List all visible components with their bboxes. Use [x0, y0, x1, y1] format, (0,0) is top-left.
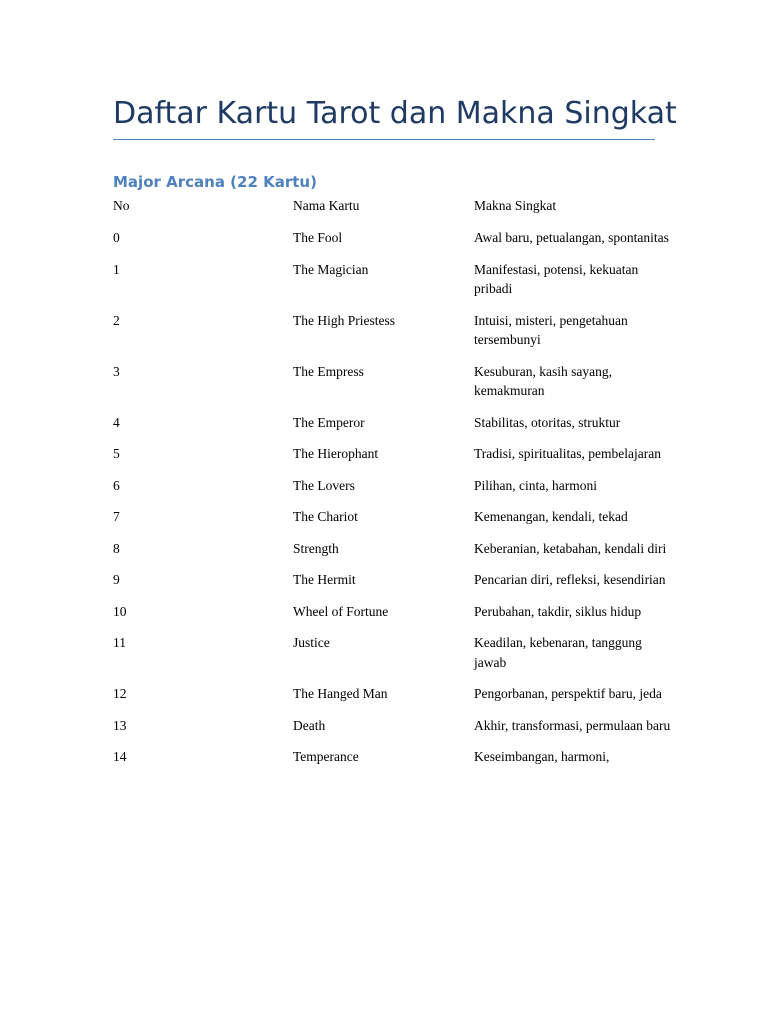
card-name: The Hermit	[293, 572, 356, 587]
card-meaning: Pilihan, cinta, harmoni	[474, 477, 597, 493]
card-meaning: Stabilitas, otoritas, struktur	[474, 414, 621, 430]
card-meaning: Perubahan, takdir, siklus hidup	[474, 603, 642, 619]
card-meaning: Keadilan, kebenaran, tanggung jawab	[474, 635, 642, 670]
section-heading-major-arcana: Major Arcana (22 Kartu)	[113, 173, 317, 191]
title-underline-rule	[113, 139, 655, 140]
card-meaning: Manifestasi, potensi, kekuatan pribadi	[474, 261, 639, 296]
card-number: 3	[113, 363, 120, 379]
table-row	[113, 684, 673, 716]
card-meaning: Pencarian diri, refleksi, kesendirian	[474, 572, 666, 587]
table-row	[113, 311, 673, 362]
card-meaning: Pengorbanan, perspektif baru, jeda	[474, 686, 662, 701]
tarot-card-table	[113, 196, 673, 779]
card-name: The Emperor	[293, 414, 365, 430]
table-header-row	[113, 196, 673, 228]
table-row	[113, 602, 673, 634]
card-name: Wheel of Fortune	[293, 603, 389, 619]
card-name: The High Priestess	[293, 312, 395, 328]
card-name: The Empress	[293, 363, 364, 379]
card-name: The Magician	[293, 261, 369, 277]
card-number: 11	[113, 635, 126, 650]
card-meaning: Keberanian, ketabahan, kendali diri	[474, 540, 667, 556]
card-number: 13	[113, 717, 127, 733]
card-meaning: Keseimbangan, harmoni,	[474, 749, 610, 764]
document-title: Daftar Kartu Tarot dan Makna Singkat	[113, 96, 677, 131]
card-number: 5	[113, 446, 120, 461]
table-row	[113, 362, 673, 413]
column-header-card-name: Nama Kartu	[293, 198, 360, 213]
card-name: The Lovers	[293, 477, 355, 493]
card-number: 14	[113, 749, 127, 764]
card-name: Justice	[293, 635, 330, 650]
card-name: The Chariot	[293, 509, 358, 524]
card-number: 2	[113, 312, 120, 328]
card-name: Death	[293, 717, 326, 733]
card-number: 0	[113, 230, 120, 245]
table-row	[113, 260, 673, 311]
card-number: 1	[113, 261, 120, 277]
card-meaning: Akhir, transformasi, permulaan baru	[474, 717, 671, 733]
table-row	[113, 476, 673, 508]
card-meaning: Tradisi, spiritualitas, pembelajaran	[474, 446, 661, 461]
card-name: The Fool	[293, 230, 343, 245]
card-name: The Hanged Man	[293, 686, 388, 701]
card-number: 4	[113, 414, 120, 430]
table-body	[113, 228, 673, 779]
table-row	[113, 716, 673, 748]
card-number: 10	[113, 603, 127, 619]
card-number: 6	[113, 477, 120, 493]
card-meaning: Intuisi, misteri, pengetahuan tersembunyi	[474, 312, 628, 347]
card-meaning: Kesuburan, kasih sayang, kemakmuran	[474, 363, 612, 398]
card-meaning: Kemenangan, kendali, tekad	[474, 509, 628, 524]
column-header-no: No	[113, 198, 130, 213]
card-number: 8	[113, 540, 120, 556]
card-meaning: Awal baru, petualangan, spontanitas	[474, 230, 669, 245]
card-number: 9	[113, 572, 120, 587]
card-name: Temperance	[293, 749, 359, 764]
card-number: 7	[113, 509, 120, 524]
table-row	[113, 633, 673, 684]
card-number: 12	[113, 686, 127, 701]
table-row	[113, 413, 673, 445]
card-name: Strength	[293, 540, 339, 556]
column-header-meaning: Makna Singkat	[474, 198, 557, 213]
table-row	[113, 747, 673, 779]
table-row	[113, 570, 673, 602]
table-row	[113, 539, 673, 571]
card-name: The Hierophant	[293, 446, 379, 461]
table-row	[113, 228, 673, 260]
table-header	[113, 196, 673, 228]
table-row	[113, 507, 673, 539]
table-row	[113, 444, 673, 476]
